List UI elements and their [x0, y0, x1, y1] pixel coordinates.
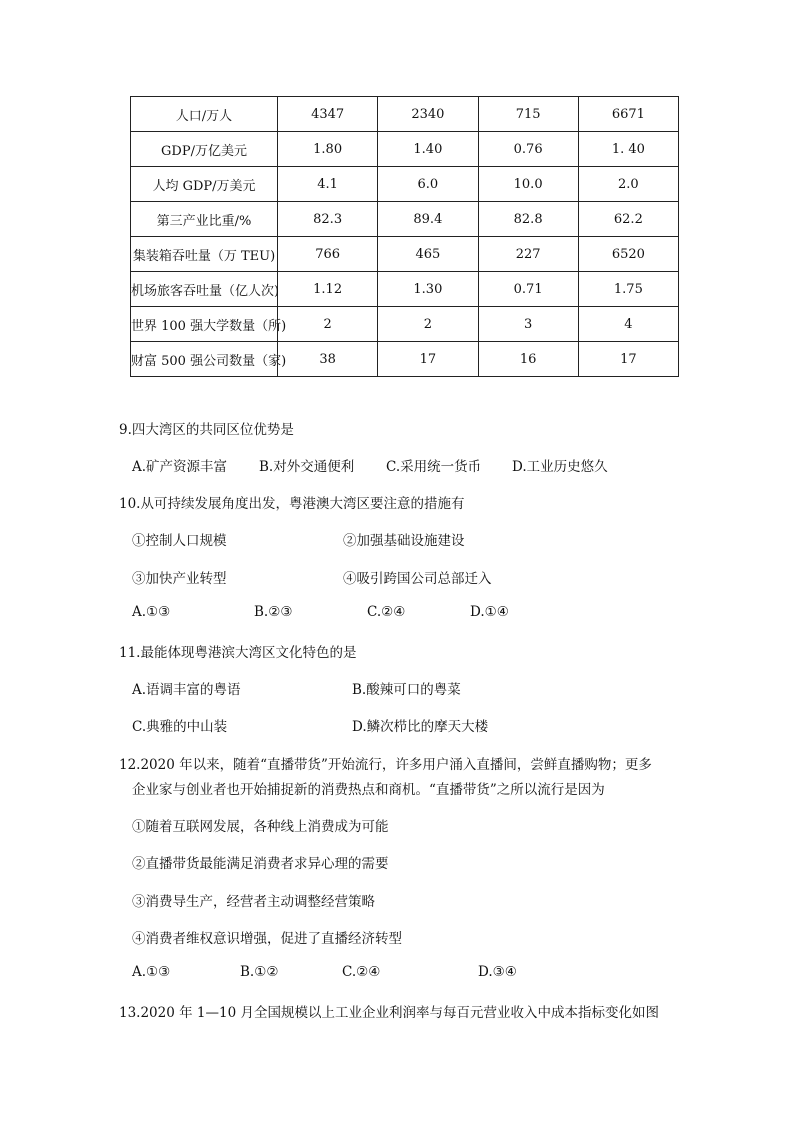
table-cell: 89.4	[378, 202, 478, 237]
table-cell: 17	[578, 342, 678, 377]
q11-option-c: C.典雅的中山装	[132, 719, 228, 735]
q12-option-a: A.①③	[132, 964, 171, 980]
table-cell: 1.30	[378, 272, 478, 307]
q10-option-c: C.②④	[367, 604, 406, 620]
table-cell: 17	[378, 342, 478, 377]
table-cell: 62.2	[578, 202, 678, 237]
q11-option-d: D.鳞次栉比的摩天大楼	[352, 719, 489, 735]
table-cell: 4347	[278, 97, 378, 132]
table-cell: 16	[478, 342, 578, 377]
q9-option-d: D.工业历史悠久	[512, 459, 608, 475]
question-11-stem: 11.最能体现粤港滨大湾区文化特色的是	[119, 645, 357, 661]
row-label: 第三产业比重/%	[131, 202, 278, 237]
q12-option-d: D.③④	[478, 964, 517, 980]
table-cell: 715	[478, 97, 578, 132]
row-label: 人均 GDP/万美元	[131, 167, 278, 202]
question-12-stem-line-1: 12.2020 年以来，随着“直播带货”开始流行，许多用户涌入直播间，尝鲜直播购物；更多	[119, 757, 652, 773]
row-label: 财富 500 强公司数量（家)	[131, 342, 278, 377]
q12-item-1: ①随着互联网发展，各种线上消费成为可能	[132, 819, 389, 835]
table-cell: 6671	[578, 97, 678, 132]
table-row	[131, 272, 679, 307]
q11-option-b: B.酸辣可口的粤菜	[352, 682, 461, 698]
row-label: 人口/万人	[131, 97, 278, 132]
q10-item-1: ①控制人口规模	[132, 533, 227, 549]
question-10-stem: 10.从可持续发展角度出发，粤港澳大湾区要注意的措施有	[119, 496, 465, 512]
table-cell: 1.75	[578, 272, 678, 307]
table-cell: 0.76	[478, 132, 578, 167]
table-cell: 38	[278, 342, 378, 377]
data-table	[130, 96, 679, 377]
table-cell: 3	[478, 307, 578, 342]
q10-option-b: B.②③	[254, 604, 293, 620]
q12-option-b: B.①②	[240, 964, 279, 980]
q10-item-3: ③加快产业转型	[132, 571, 227, 587]
q10-item-4: ④吸引跨国公司总部迁入	[343, 571, 492, 587]
table-row	[131, 237, 679, 272]
table-cell: 1.40	[378, 132, 478, 167]
q12-option-c: C.②④	[342, 964, 381, 980]
question-9-stem: 9.四大湾区的共同区位优势是	[119, 422, 294, 438]
q9-option-a: A.矿产资源丰富	[132, 459, 228, 475]
row-label: GDP/万亿美元	[131, 132, 278, 167]
q9-option-c: C.采用统一货币	[386, 459, 482, 475]
table-cell: 6520	[578, 237, 678, 272]
q12-item-2: ②直播带货最能满足消费者求异心理的需要	[132, 856, 389, 872]
table-cell: 2.0	[578, 167, 678, 202]
q10-option-a: A.①③	[132, 604, 171, 620]
table-cell: 465	[378, 237, 478, 272]
q12-item-3: ③消费导生产，经营者主动调整经营策略	[132, 894, 375, 910]
table-cell: 4.1	[278, 167, 378, 202]
question-12-stem-line-2: 企业家与创业者也开始捕捉新的消费热点和商机。“直播带货”之所以流行是因为	[132, 782, 605, 798]
q11-option-a: A.语调丰富的粤语	[132, 682, 241, 698]
table-row	[131, 167, 679, 202]
row-label: 集装箱吞吐量（万 TEU)	[131, 237, 278, 272]
table-row	[131, 342, 679, 377]
table-cell: 227	[478, 237, 578, 272]
table-cell: 1.12	[278, 272, 378, 307]
row-label: 世界 100 强大学数量（所)	[131, 307, 278, 342]
table-cell: 82.3	[278, 202, 378, 237]
q10-option-d: D.①④	[470, 604, 509, 620]
table-row	[131, 97, 679, 132]
q12-item-4: ④消费者维权意识增强，促进了直播经济转型	[132, 931, 402, 947]
table-row	[131, 307, 679, 342]
q9-option-b: B.对外交通便利	[259, 459, 355, 475]
table-row	[131, 202, 679, 237]
table-cell: 2340	[378, 97, 478, 132]
row-label: 机场旅客吞吐量（亿人次)	[131, 272, 278, 307]
table-cell: 766	[278, 237, 378, 272]
table-cell: 0.71	[478, 272, 578, 307]
table-cell: 2	[278, 307, 378, 342]
table-cell: 4	[578, 307, 678, 342]
table-cell: 2	[378, 307, 478, 342]
table-cell: 10.0	[478, 167, 578, 202]
table-cell: 6.0	[378, 167, 478, 202]
table-cell: 82.8	[478, 202, 578, 237]
table-row	[131, 132, 679, 167]
question-13-stem: 13.2020 年 1—10 月全国规模以上工业企业利润率与每百元营业收入中成本指标变化如图	[119, 1005, 659, 1021]
q10-item-2: ②加强基础设施建设	[343, 533, 465, 549]
table-cell: 1.80	[278, 132, 378, 167]
table-cell: 1. 40	[578, 132, 678, 167]
